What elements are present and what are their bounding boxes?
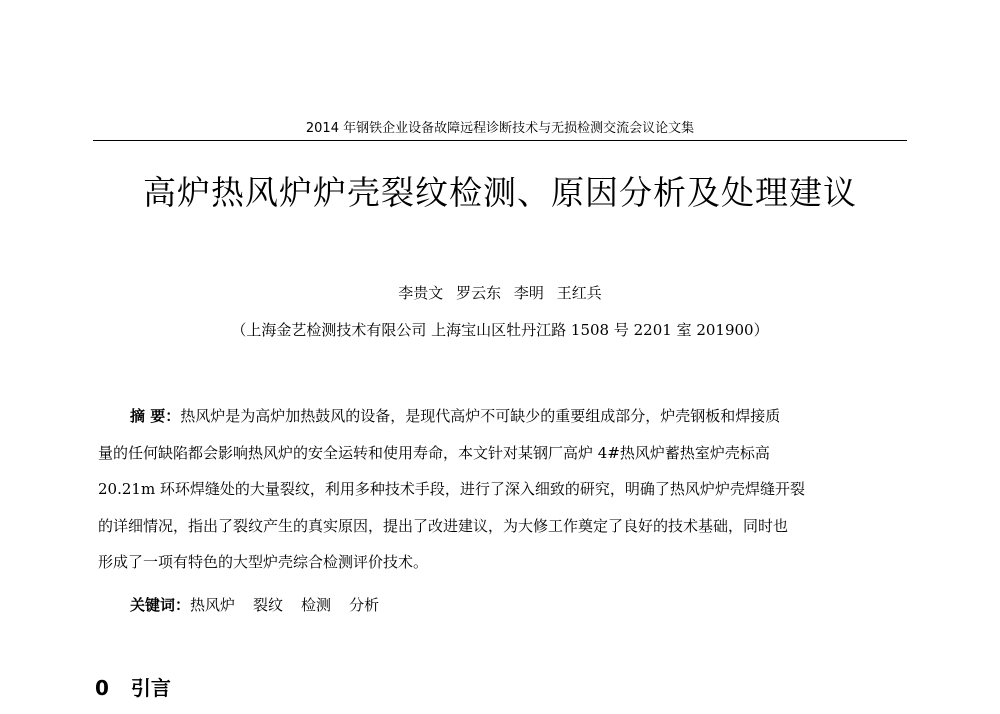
abstract-line — [98, 398, 904, 435]
abstract-line: 20.21m 环环焊缝处的大量裂纹，利用多种技术手段，进行了深入细致的研究，明确了热风炉炉壳焊缝开裂 — [98, 480, 805, 498]
header-rule — [93, 140, 907, 141]
section-heading — [95, 674, 171, 702]
section-number: 0 — [95, 676, 109, 700]
keyword: 热风炉 — [190, 596, 236, 614]
affiliation: （上海金艺检测技术有限公司 上海宝山区牡丹江路 1508 号 2201 室 201900） — [231, 321, 769, 339]
section-title: 引言 — [130, 676, 171, 700]
abstract-line: 形成了一项有特色的大型炉壳综合检测评价技术。 — [98, 553, 429, 571]
author-name: 李贵文 — [398, 284, 444, 302]
abstract-line: 量的任何缺陷都会影响热风炉的安全运转和使用寿命，本文针对某钢厂高炉 4#热风炉蓄热室炉壳标高 — [98, 443, 770, 462]
keyword: 检测 — [301, 596, 332, 614]
author-name: 王红兵 — [556, 284, 602, 302]
author-name: 罗云东 — [456, 284, 502, 302]
keyword: 裂纹 — [253, 596, 284, 614]
abstract-text: 热风炉是为高炉加热鼓风的设备，是现代高炉不可缺少的重要组成部分，炉壳钢板和焊接质 — [180, 407, 781, 425]
abstract-line: 的详细情况，指出了裂纹产生的真实原因，提出了改进建议，为大修工作奠定了良好的技术基础，同时也 — [98, 516, 789, 535]
keyword: 分析 — [349, 596, 380, 614]
keywords — [130, 594, 397, 616]
author-name: 李明 — [513, 284, 544, 302]
keywords-label: 关键词： — [130, 596, 191, 614]
paper-title: 高炉热风炉炉壳裂纹检测、原因分析及处理建议 — [143, 173, 857, 212]
abstract — [98, 398, 904, 581]
abstract-label: 摘 要： — [130, 407, 181, 425]
running-header: 2014 年钢铁企业设备故障远程诊断技术与无损检测交流会议论文集 — [305, 121, 695, 136]
author-list — [93, 282, 907, 304]
